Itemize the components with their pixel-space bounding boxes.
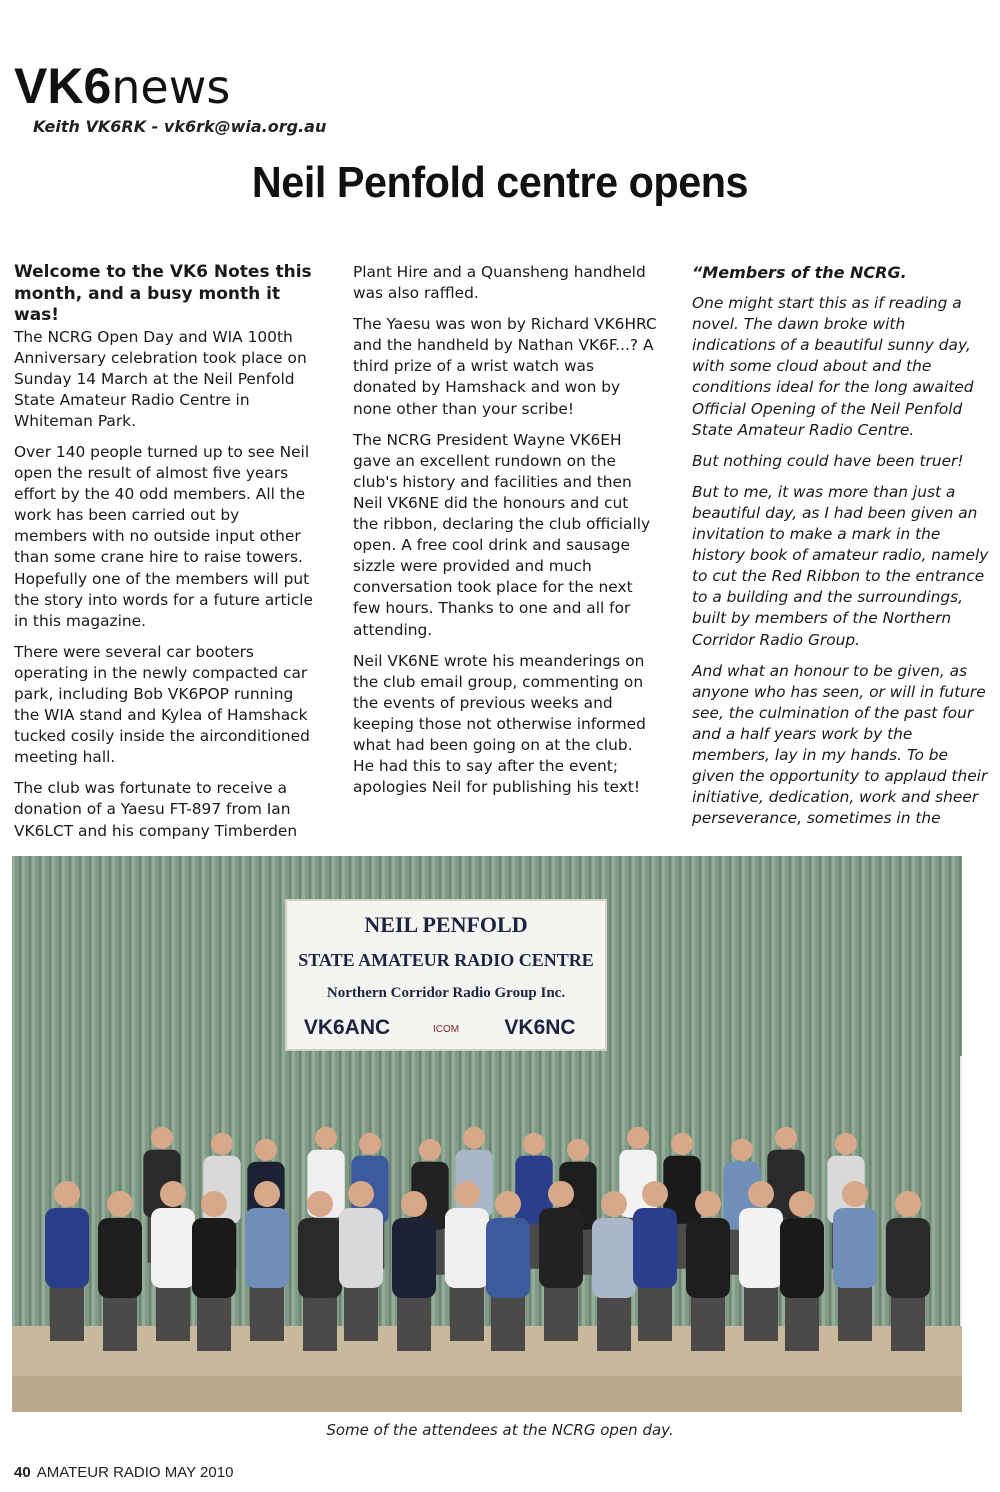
lead-continuation: The NCRG Open Day and WIA 100th Anniversary celebration took place on Sunday 14 March at the Neil Penfold State Amateur Radio Centre in Whiteman Park. (14, 327, 307, 430)
col3-paragraph-1: One might start this as if reading a novel. The dawn broke with indications of a beautiful sunny day, with some cloud about and the conditions ideal for the long awaited Official Opening of the Neil Penfold State Amateur Radio Centre. (692, 294, 974, 439)
col2-paragraph-4: Neil VK6NE wrote his meanderings on the club email group, commenting on the events of previous weeks and keeping those not otherwise informed what had been going on at the club. He had this to say after the event; apologies Neil for publishing his text! (353, 651, 646, 797)
col3-paragraph-3: But to me, it was more than just a beautiful day, as I had been given an invitation to make a mark in the history book of amateur radio, namely to cut the Red Ribbon to the entrance to a building and the surroundings, built by members of the Northern Corridor Radio Group. (692, 482, 989, 649)
col2-paragraph-2: The Yaesu was won by Richard VK6HRC and the handheld by Nathan VK6F...? A third prize of a wrist watch was donated by Hamshack and won by none other than your scribe! (353, 315, 657, 418)
page-footer (14, 1464, 233, 1481)
sign-line-1: NEIL PENFOLD (364, 912, 528, 937)
col2-paragraph-3: The NCRG President Wayne VK6EH gave an excellent rundown on the club's history and facilities and then Neil VK6NE did the honours and cut the ribbon, declaring the club officially open. A free cool drink and sausage sizzle were provided and much conversation took place for the next few hours. Thanks to one and all for attending. (353, 430, 651, 639)
sign-line-2: STATE AMATEUR RADIO CENTRE (298, 950, 594, 970)
col2-paragraph-1: Plant Hire and a Quansheng handheld was also raffled. (353, 263, 646, 303)
masthead-bold: VK6 (14, 58, 112, 114)
centre-sign (286, 900, 606, 1050)
col1-paragraph-4: The club was fortunate to receive a donation of a Yaesu FT-897 from Ian VK6LCT and his company Timberden (14, 779, 298, 840)
section-masthead (14, 58, 230, 114)
publication-name: AMATEUR RADIO MAY 2010 (36, 1464, 234, 1481)
column-1 (14, 262, 314, 852)
sign-callsign-1: VK6ANC (303, 1016, 391, 1039)
lead-text: Welcome to the VK6 Notes this month, and a busy month it was! (14, 262, 312, 325)
sign-callsign-2: VK6NC (504, 1016, 576, 1039)
column-2 (353, 262, 658, 808)
group-photo-drawing (12, 856, 962, 1412)
group-photo (12, 856, 962, 1412)
quote-heading: “Members of the NCRG. (692, 263, 907, 282)
col3-paragraph-4: And what an honour to be given, as anyone who has seen, or will in future see, the culmination of the past four and a half years work by the members, lay in my hands. To be given the opportunity to applaud their initiative, dedication, work and sheer perseverance, sometimes in the (692, 661, 988, 828)
col1-paragraph-3: There were several car booters operating in the newly compacted car park, including Bob VK6POP running the WIA stand and Kylea of Hamshack tucked cosily inside the airconditioned meeting hall. (14, 642, 310, 767)
author-byline: Keith VK6RK - vk6rk@wia.org.au (33, 117, 327, 136)
article-headline: Neil Penfold centre opens (251, 158, 749, 207)
col1-paragraph-1 (14, 262, 314, 432)
icom-logo: ICOM (432, 1024, 460, 1035)
col1-paragraph-2: Over 140 people turned up to see Neil open the result of almost five years effort by the 40 odd members. All the work has been carried out by members with no outside input other than some crane hire to raise towers. Hopefully one of the members will put the story into words for a future article in this magazine. (14, 442, 314, 630)
photo-caption: Some of the attendees at the NCRG open day. (326, 1421, 674, 1439)
page-number: 40 (14, 1464, 31, 1481)
sign-line-3: Northern Corridor Radio Group Inc. (326, 985, 566, 1001)
column-3 (692, 262, 992, 839)
col3-paragraph-2: But nothing could have been truer! (692, 451, 964, 470)
masthead-light: news (111, 60, 231, 114)
